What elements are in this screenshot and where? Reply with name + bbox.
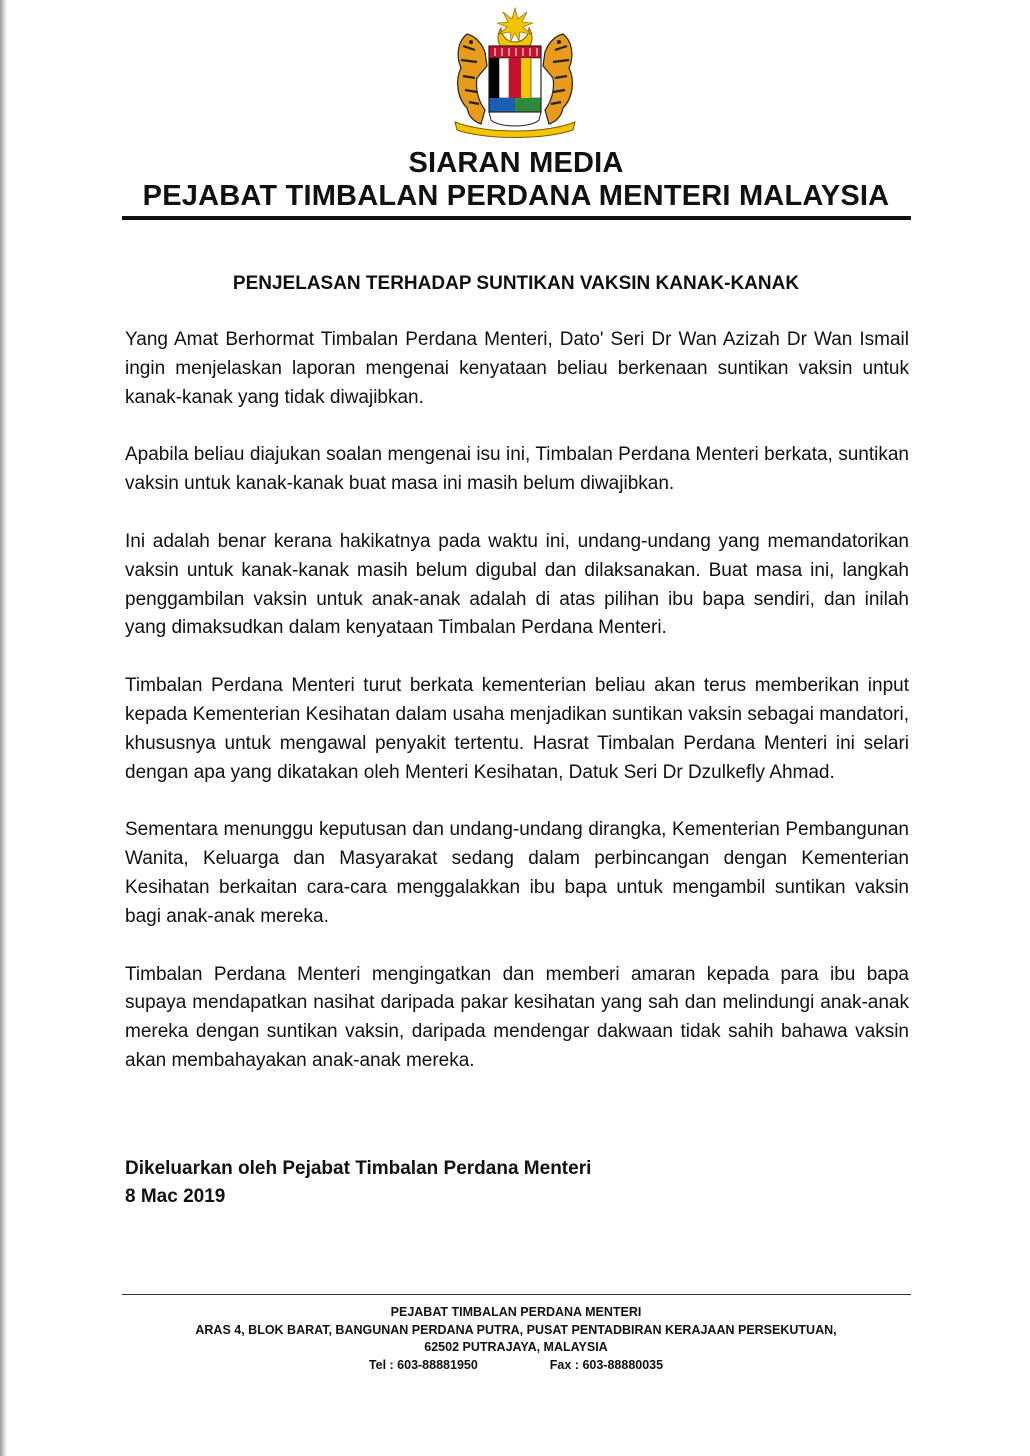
- left-tiger: [458, 34, 487, 124]
- shield: [489, 46, 541, 126]
- office-title: PEJABAT TIMBALAN PERDANA MENTERI MALAYSIA: [142, 180, 890, 212]
- footer-office: PEJABAT TIMBALAN PERDANA MENTERI: [390, 1305, 642, 1319]
- press-release-body: [125, 326, 909, 1105]
- footer-address-line2: 62502 PUTRAJAYA, MALAYSIA: [424, 1340, 608, 1354]
- footer-address-line1: ARAS 4, BLOK BARAT, BANGUNAN PERDANA PUTRA, PUSAT PENTADBIRAN KERAJAAN PERSEKUTUAN,: [195, 1322, 837, 1337]
- footer-divider: [122, 1294, 911, 1295]
- header-divider: [122, 216, 911, 220]
- issued-date: 8 Mac 2019: [125, 1186, 226, 1207]
- footer-tel: Tel : 603-88881950: [368, 1357, 478, 1372]
- paragraph: Timbalan Perdana Menteri turut berkata kementerian beliau akan terus memberikan input kepada Kementerian Kesihatan dalam usaha menjadikan suntikan vaksin sebagai mandatori, khususnya untuk mengawal penyakit tertentu. Hasrat Timbalan Perdana Menteri ini selari dengan apa yang dikatakan oleh Menteri Kesihatan, Datuk Seri Dr Dzulkefly Ahmad.: [125, 675, 909, 783]
- subject-heading: PENJELASAN TERHADAP SUNTIKAN VAKSIN KANAK-KANAK: [232, 273, 800, 294]
- paragraph: Timbalan Perdana Menteri mengingatkan dan memberi amaran kepada para ibu bapa supaya mendapatkan nasihat daripada pakar kesihatan yang sah dan melindungi anak-anak mereka dengan suntikan vaksin, daripada mendengar dakwaan tidak sahih bahawa vaksin akan membahayakan anak-anak mereka.: [125, 963, 909, 1071]
- issued-block: [125, 1155, 591, 1211]
- footer: [120, 1304, 912, 1374]
- paragraph: Ini adalah benar kerana hakikatnya pada waktu ini, undang-undang yang memandatorikan vaksin untuk kanak-kanak masih belum digubal dan dilaksanakan. Buat masa ini, langkah penggambilan vaksin untuk anak-anak adalah di atas pilihan ibu bapa sendiri, dan inilah yang dimaksudkan dalam kenyataan Timbalan Perdana Menteri.: [125, 530, 909, 639]
- paragraph: Sementara menunggu keputusan dan undang-undang dirangka, Kementerian Pembangunan Wanita, Keluarga dan Masyarakat sedang dalam perbincangan dengan Kementerian Kesihatan berkaitan cara-cara menggalakkan ibu bapa untuk mengambil suntikan vaksin bagi anak-anak mereka.: [125, 819, 909, 927]
- paragraph: Apabila beliau diajukan soalan mengenai isu ini, Timbalan Perdana Menteri berkata, suntikan vaksin untuk kanak-kanak buat masa ini masih belum diwajibkan.: [125, 444, 909, 495]
- page-title: SIARAN MEDIA: [408, 147, 624, 179]
- coat-of-arms-icon: [445, 6, 585, 142]
- footer-fax: Fax : 603-88880035: [549, 1357, 664, 1372]
- footer-contact: [120, 1357, 912, 1375]
- issued-by: Dikeluarkan oleh Pejabat Timbalan Perdana Menteri: [125, 1158, 592, 1179]
- page-edge: [0, 0, 7, 1456]
- paragraph: Yang Amat Berhormat Timbalan Perdana Menteri, Dato' Seri Dr Wan Azizah Dr Wan Ismail ingin menjelaskan laporan mengenai kenyataan beliau berkenaan suntikan vaksin untuk kanak-kanak yang tidak diwajibkan.: [125, 329, 909, 408]
- right-tiger: [543, 34, 572, 124]
